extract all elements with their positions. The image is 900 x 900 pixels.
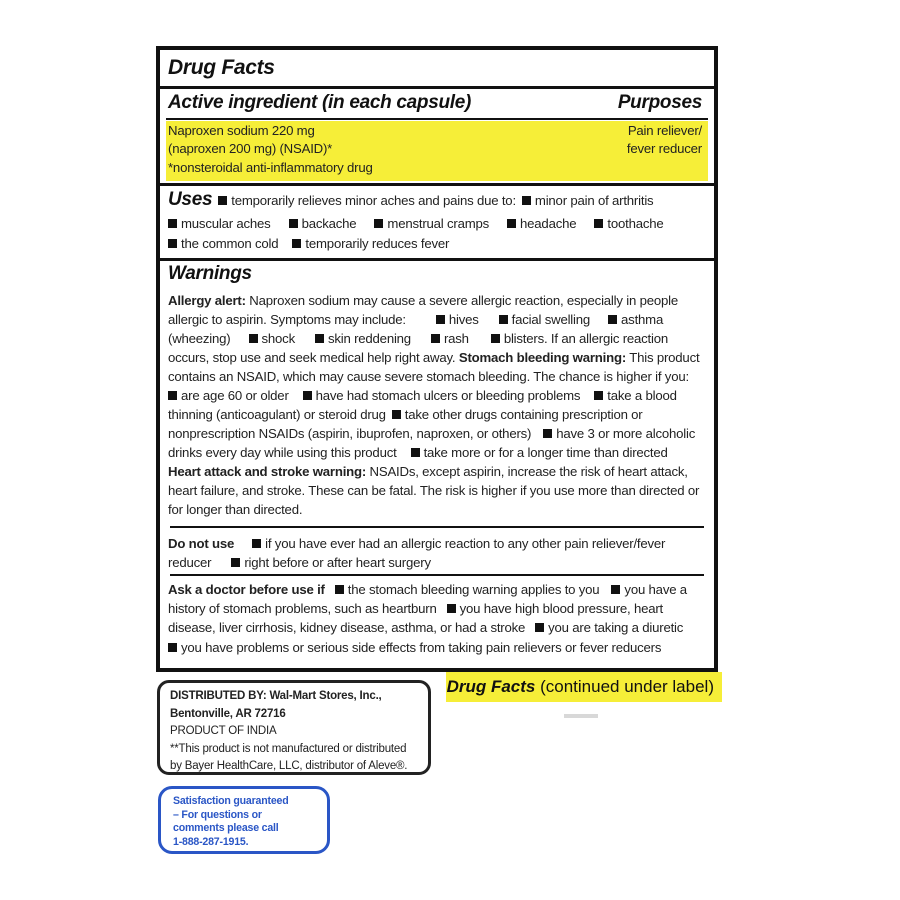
- bullet-square-icon: [431, 334, 440, 343]
- bullet-square-icon: [499, 315, 508, 324]
- ask-doctor-line: disease, liver cirrhosis, kidney disease, asthma, or had a stroke you are taking a diuretic: [168, 620, 684, 635]
- bullet-square-icon: [374, 219, 383, 228]
- use-item: menstrual cramps: [387, 216, 490, 231]
- continued-banner: [446, 672, 722, 702]
- uses-line-1: [168, 190, 706, 211]
- bullet-square-icon: [392, 410, 401, 419]
- do-not-use-rule: [170, 526, 704, 528]
- bullet-square-icon: [608, 315, 617, 324]
- use-item: temporarily relieves minor aches and pains due to:: [231, 193, 516, 208]
- warning-line: drinks every day while using this product take more or for a longer time than directed: [168, 445, 668, 460]
- warnings-heading: Warnings: [168, 263, 252, 284]
- warning-line: Allergy alert: Naproxen sodium may cause a severe allergic reaction, especially in people: [168, 293, 678, 308]
- bullet-square-icon: [168, 219, 177, 228]
- do-not-use-line: Do not use if you have ever had an allergic reaction to any other pain reliever/fever: [168, 536, 666, 551]
- ask-doctor-rule: [170, 574, 704, 576]
- distributor-line-4: **This product is not manufactured or distributed: [170, 742, 407, 755]
- satisfaction-line-1: Satisfaction guaranteed: [173, 795, 289, 807]
- warning-line: occurs, stop use and seek medical help right away. Stomach bleeding warning: This product: [168, 350, 700, 365]
- use-item: headache: [520, 216, 577, 231]
- bullet-square-icon: [611, 585, 620, 594]
- bullet-square-icon: [594, 391, 603, 400]
- uses-line-2: [168, 214, 706, 234]
- bullet-square-icon: [252, 539, 261, 548]
- ask-doctor-line: Ask a doctor before use if the stomach bleeding warning applies to you you have a: [168, 582, 687, 597]
- use-item: the common cold: [181, 236, 279, 251]
- print-mark: [564, 714, 598, 718]
- continued-bold: Drug Facts: [446, 677, 536, 696]
- warning-line: nonprescription NSAIDs (aspirin, ibuprofen, naproxen, or others) have 3 or more alcoholic: [168, 426, 696, 441]
- bullet-square-icon: [168, 643, 177, 652]
- warnings-rule: [160, 258, 714, 261]
- use-item: toothache: [607, 216, 664, 231]
- active-line-1: Naproxen sodium 220 mg: [168, 123, 315, 138]
- bullet-square-icon: [535, 623, 544, 632]
- bullet-square-icon: [292, 239, 301, 248]
- uses-rule: [160, 183, 714, 186]
- warning-line: Heart attack and stroke warning: NSAIDs, except aspirin, increase the risk of heart attack,: [168, 464, 688, 479]
- distributor-box: [157, 680, 431, 775]
- bullet-square-icon: [231, 558, 240, 567]
- satisfaction-phone: 1-888-287-1915.: [173, 835, 249, 848]
- satisfaction-line-2: – For questions or: [173, 808, 262, 821]
- warning-line: are age 60 or older have had stomach ulcers or bleeding problems take a blood: [168, 386, 706, 406]
- uses-line-3: [168, 234, 706, 254]
- bullet-square-icon: [218, 196, 227, 205]
- active-line-2: (naproxen 200 mg) (NSAID)*: [168, 141, 333, 156]
- bullet-square-icon: [303, 391, 312, 400]
- bullet-square-icon: [411, 448, 420, 457]
- do-not-use-line: reducer right before or after heart surgery: [168, 555, 431, 570]
- bullet-square-icon: [315, 334, 324, 343]
- purposes-heading: Purposes: [617, 92, 702, 113]
- bullet-square-icon: [168, 239, 177, 248]
- warning-line: allergic to aspirin. Symptoms may include: hives facial swelling asthma: [168, 312, 664, 327]
- warning-line: for longer than directed.: [168, 502, 303, 517]
- continued-rest: (continued under label): [540, 677, 714, 696]
- distributor-line-2: Bentonville, AR 72716: [170, 707, 286, 720]
- use-item: backache: [301, 216, 357, 231]
- distributor-line-1: DISTRIBUTED BY: Wal-Mart Stores, Inc.,: [170, 690, 382, 702]
- bullet-square-icon: [491, 334, 500, 343]
- bullet-square-icon: [436, 315, 445, 324]
- purpose-line-1: Pain reliever/: [627, 123, 702, 138]
- satisfaction-line-3: comments please call: [173, 822, 279, 834]
- active-ingredient-heading: Active ingredient (in each capsule): [168, 92, 472, 113]
- bullet-square-icon: [543, 429, 552, 438]
- bullet-square-icon: [507, 219, 516, 228]
- purpose-line-2: fever reducer: [626, 141, 702, 156]
- drug-facts-panel: [156, 46, 718, 672]
- warning-line: (wheezing) shock skin reddening rash blisters. If an allergic reaction: [168, 331, 669, 346]
- bullet-square-icon: [168, 391, 177, 400]
- use-item: minor pain of arthritis: [534, 193, 654, 208]
- bullet-square-icon: [249, 334, 258, 343]
- use-item: muscular aches: [181, 216, 271, 231]
- warning-line: heart failure, and stroke. These can be fatal. The risk is higher if you use more than directed or: [168, 483, 700, 498]
- uses-heading: Uses: [168, 189, 213, 210]
- warning-line: thinning (anticoagulant) or steroid drug take other drugs containing prescription or: [168, 407, 643, 422]
- bullet-square-icon: [335, 585, 344, 594]
- use-item: temporarily reduces fever: [305, 236, 450, 251]
- distributor-line-5: by Bayer HealthCare, LLC, distributor of Aleve®.: [170, 760, 408, 772]
- bullet-square-icon: [447, 604, 456, 613]
- bullet-square-icon: [594, 219, 603, 228]
- ask-doctor-line: history of stomach problems, such as heartburn you have high blood pressure, heart: [168, 601, 664, 616]
- bullet-square-icon: [289, 219, 298, 228]
- ask-doctor-line: you have problems or serious side effects from taking pain relievers or fever reducers: [168, 638, 706, 658]
- active-rule: [166, 118, 708, 120]
- warning-line: contains an NSAID, which may cause severe stomach bleeding. The chance is higher if you:: [168, 369, 689, 384]
- satisfaction-box: [158, 786, 330, 854]
- drug-facts-title: Drug Facts: [168, 56, 275, 79]
- bullet-square-icon: [522, 196, 531, 205]
- active-footnote: *nonsteroidal anti-inflammatory drug: [168, 160, 373, 175]
- distributor-line-3: PRODUCT OF INDIA: [170, 725, 277, 737]
- title-rule: [160, 86, 714, 89]
